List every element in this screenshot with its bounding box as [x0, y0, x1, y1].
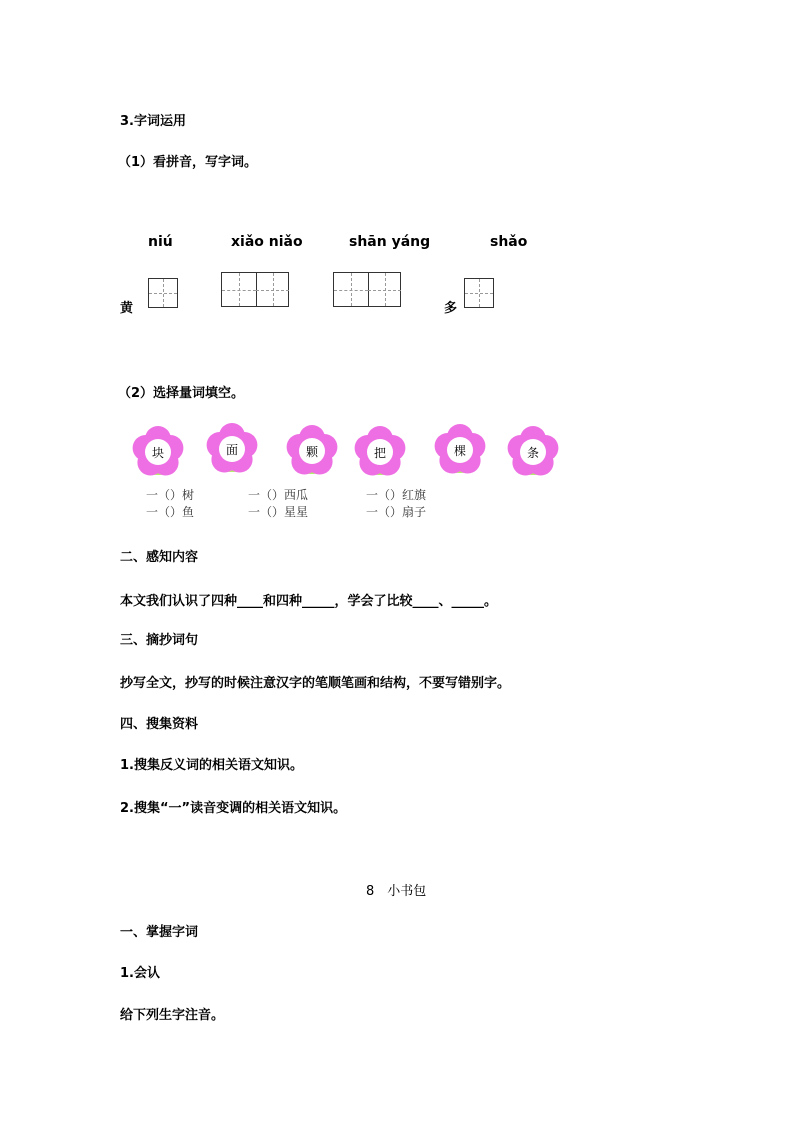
fill-blank-tree[interactable]: 一（）树 — [146, 488, 195, 502]
section-4-item-2: 2.搜集“一”读音变调的相关语文知识。 — [120, 801, 347, 816]
lesson-section-1-title: 一、掌握字词 — [120, 925, 199, 940]
flower-row — [120, 420, 580, 482]
fill-blank-fish[interactable]: 一（）鱼 — [146, 505, 195, 519]
flower-tiao[interactable] — [508, 426, 559, 476]
fill-blank-fan[interactable]: 一（）扇子 — [366, 505, 427, 519]
lesson-title: 8 小书包 — [366, 884, 427, 899]
pinyin-niu: niú — [148, 234, 173, 250]
writing-grid-shao[interactable] — [464, 278, 494, 308]
prefix-duo: 多 — [444, 301, 458, 316]
question-1-title: （1）看拼音，写字词。 — [118, 155, 258, 170]
flower-label: 棵 — [453, 444, 467, 458]
section-4-item-1: 1.搜集反义词的相关语文知识。 — [120, 758, 303, 773]
flower-label: 面 — [225, 443, 239, 457]
pinyin-shanyang: shān yáng — [349, 234, 431, 250]
flower-ba[interactable] — [355, 426, 406, 476]
section-2-title: 二、感知内容 — [120, 550, 199, 565]
flower-label: 把 — [373, 446, 387, 460]
section-3-heading: 三、摘抄词句 — [120, 633, 199, 648]
section-2-text: 本文我们认识了四种____和四种_____，学会了比较____、_____。 — [120, 594, 498, 609]
fill-blank-flag[interactable]: 一（）红旗 — [366, 488, 427, 502]
question-2-title: （2）选择量词填空。 — [118, 386, 245, 401]
lesson-instruction: 给下列生字注音。 — [120, 1008, 225, 1023]
flower-ke-tree[interactable] — [435, 424, 486, 474]
writing-grid-shanyang[interactable] — [333, 272, 401, 307]
section-3-title: 3.字词运用 — [120, 114, 186, 129]
fill-blank-watermelon[interactable]: 一（）西瓜 — [248, 488, 309, 502]
flower-label: 块 — [151, 446, 165, 460]
writing-grid-xiaoniao[interactable] — [221, 272, 289, 307]
writing-grid-niu[interactable] — [148, 278, 178, 308]
lesson-item-1: 1.会认 — [120, 966, 160, 981]
flower-ke-grain[interactable] — [287, 425, 338, 475]
flower-label: 条 — [526, 446, 540, 460]
pinyin-shao: shǎo — [490, 234, 528, 250]
prefix-huang: 黄 — [120, 301, 134, 316]
section-4-title: 四、搜集资料 — [120, 717, 199, 732]
section-3-text: 抄写全文，抄写的时候注意汉字的笔顺笔画和结构，不要写错别字。 — [120, 676, 511, 691]
fill-blank-star[interactable]: 一（）星星 — [248, 505, 309, 519]
flower-label: 颗 — [305, 445, 319, 459]
flower-kuai[interactable] — [133, 426, 184, 476]
pinyin-xiaoniao: xiǎo niǎo — [231, 234, 303, 250]
flower-mian[interactable] — [207, 423, 258, 473]
